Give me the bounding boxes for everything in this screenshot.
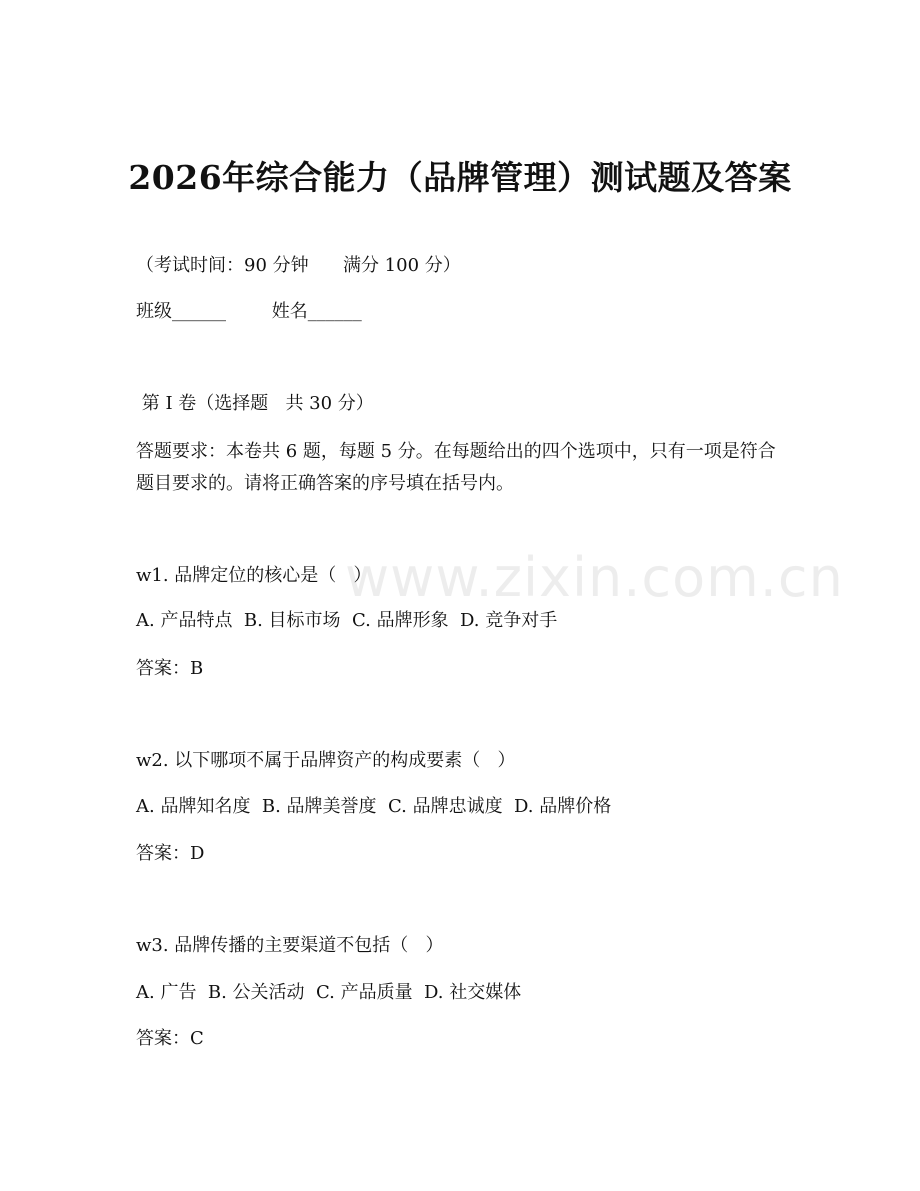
- question-2-answer: 答案：D: [136, 843, 205, 864]
- question-3-options: A. 广告 B. 公关活动 C. 产品质量 D. 社交媒体: [136, 982, 522, 1003]
- student-fields: 班级______ 姓名______: [136, 301, 362, 322]
- question-1-options: A. 产品特点 B. 目标市场 C. 品牌形象 D. 竞争对手: [136, 610, 558, 631]
- question-1-answer: 答案：B: [136, 658, 204, 679]
- watermark: www.zixin.com.cn: [345, 546, 844, 609]
- section-heading: 第 I 卷（选择题 共 30 分）: [136, 393, 374, 414]
- question-3-answer: 答案：C: [136, 1028, 204, 1049]
- question-2-stem: w2. 以下哪项不属于品牌资产的构成要素（ ）: [136, 750, 516, 771]
- question-1-stem: w1. 品牌定位的核心是（ ）: [136, 565, 372, 586]
- question-2-options: A. 品牌知名度 B. 品牌美誉度 C. 品牌忠诚度 D. 品牌价格: [136, 796, 612, 817]
- instructions: 答题要求：本卷共 6 题，每题 5 分。在每题给出的四个选项中，只有一项是符合题目要求的。请将正确答案的序号填在括号内。: [136, 441, 776, 494]
- question-3-stem: w3. 品牌传播的主要渠道不包括（ ）: [136, 935, 444, 956]
- exam-info: （考试时间：90 分钟 满分 100 分）: [136, 255, 461, 276]
- document-title: 2026年综合能力（品牌管理）测试题及答案: [128, 158, 792, 197]
